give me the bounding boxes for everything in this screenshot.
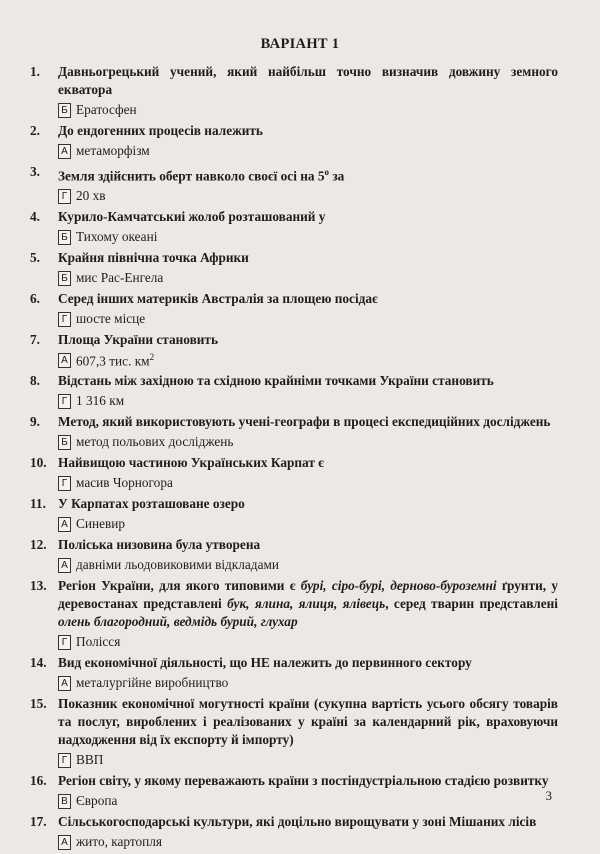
question-number: 14. bbox=[30, 655, 47, 671]
answer-text: давніми льодовиковими відкладами bbox=[76, 557, 279, 573]
question-number: 12. bbox=[30, 537, 47, 553]
answer-letter-box: Б bbox=[58, 230, 71, 245]
question-list bbox=[30, 63, 558, 854]
question-number: 15. bbox=[30, 696, 47, 712]
answer-row bbox=[58, 350, 558, 370]
answer-row bbox=[58, 227, 558, 247]
question-text-italic: бурі, сіро-бурі, дерново-буроземні bbox=[300, 578, 497, 594]
question-text: Вид економічної діяльності, що НЕ належить до первинного сектору bbox=[58, 655, 472, 671]
answer-letter-box: А bbox=[58, 144, 71, 159]
question-number: 4. bbox=[30, 209, 40, 225]
question-text: Регіон світу, у якому переважають країни з постіндустріальною стадією розвитку bbox=[58, 773, 549, 789]
question-number: 5. bbox=[30, 250, 40, 266]
answer-text: жито, картопля bbox=[76, 834, 163, 850]
question-6 bbox=[30, 290, 558, 329]
answer-text-part: 607,3 тис. км bbox=[76, 353, 150, 369]
question-text: Крайня північна точка Африки bbox=[58, 250, 249, 266]
answer-text: 1 316 км bbox=[76, 393, 125, 409]
question-1 bbox=[30, 63, 558, 120]
question-8 bbox=[30, 372, 558, 411]
answer-text: Ератосфен bbox=[76, 102, 137, 117]
answer-row bbox=[58, 309, 558, 329]
question-text: Показник економічної могутності країни (сукупна вартість усього обсягу товарів та послуг, вироблених і реалізованих у країні за календарний рік, враховуючи надходження від їх експорту й імпорту) bbox=[58, 696, 558, 748]
question-text: Метод, який використовують учені-географи в процесі експедиційних досліджень bbox=[58, 414, 551, 430]
question-13 bbox=[30, 577, 558, 652]
question-text bbox=[58, 163, 558, 185]
answer-letter-box: А bbox=[58, 558, 71, 573]
question-text: Курило-Камчатськиі жолоб розташований у bbox=[58, 209, 326, 225]
answer-row bbox=[58, 750, 558, 770]
answer-text: Європа bbox=[76, 793, 118, 809]
question-number: 17. bbox=[30, 814, 47, 830]
answer-text: метод польових досліджень bbox=[76, 434, 234, 450]
question-text bbox=[58, 577, 558, 631]
question-text-italic: бук, ялина, ялиця, ялівець bbox=[227, 596, 386, 612]
answer-text: Полісся bbox=[76, 634, 121, 650]
answer-letter-box: Б bbox=[58, 103, 71, 118]
answer-row bbox=[58, 186, 558, 206]
question-number: 9. bbox=[30, 414, 40, 430]
question-text: Сільськогосподарські культури, які доцільно вирощувати у зоні Мішаних лісів bbox=[58, 814, 537, 830]
question-15 bbox=[30, 695, 558, 770]
question-number: 2. bbox=[30, 123, 40, 138]
answer-row bbox=[58, 555, 558, 575]
question-11 bbox=[30, 495, 558, 534]
question-number: 10. bbox=[30, 455, 47, 471]
answer-letter-box: А bbox=[58, 676, 71, 691]
answer-letter-box: Г bbox=[58, 635, 71, 650]
question-12 bbox=[30, 536, 558, 575]
question-text-part: Земля здійснить оберт навколо своєї осі на 5 bbox=[58, 168, 325, 184]
answer-row bbox=[58, 514, 558, 534]
page-title: ВАРІАНТ 1 bbox=[260, 36, 340, 52]
answer-row bbox=[58, 391, 558, 411]
question-text: У Карпатах розташоване озеро bbox=[58, 496, 245, 512]
answer-text: металургійне виробництво bbox=[76, 675, 229, 691]
question-number: 6. bbox=[30, 291, 40, 307]
question-number: 7. bbox=[30, 332, 40, 348]
question-number: 16. bbox=[30, 773, 47, 789]
question-text: До ендогенних процесів належить bbox=[58, 123, 263, 138]
question-7 bbox=[30, 331, 558, 370]
question-5 bbox=[30, 249, 558, 288]
answer-row bbox=[58, 100, 558, 120]
question-text-part: за bbox=[329, 168, 345, 184]
question-text-part: Регіон України, для якого типовими є bbox=[58, 578, 301, 594]
answer-row bbox=[58, 832, 558, 852]
answer-row bbox=[58, 632, 558, 652]
answer-row bbox=[58, 268, 558, 288]
answer-row bbox=[58, 791, 558, 811]
answer-letter-box: Г bbox=[58, 753, 71, 768]
question-2 bbox=[30, 122, 558, 161]
question-10 bbox=[30, 454, 558, 493]
answer-letter-box: А bbox=[58, 517, 71, 532]
question-text-italic: олень благородний, ведмідь бурий, глухар bbox=[58, 614, 298, 630]
question-number: 1. bbox=[30, 64, 40, 79]
answer-text: 20 хв bbox=[76, 188, 106, 204]
answer-text: шосте місце bbox=[76, 311, 146, 327]
page-number: 3 bbox=[545, 788, 552, 803]
answer-row bbox=[58, 673, 558, 693]
degree-superscript: o bbox=[324, 167, 329, 177]
question-text: Давньогрецький учений, який найбільш точно визначив довжину земного екватора bbox=[58, 64, 558, 97]
question-17 bbox=[30, 813, 558, 852]
answer-text: Синевир bbox=[76, 516, 126, 532]
question-text-part: ґрунти, у деревостанах представлені bbox=[58, 578, 558, 612]
question-9 bbox=[30, 413, 558, 452]
answer-text: мис Рас-Енгела bbox=[76, 270, 164, 286]
answer-text: метаморфізм bbox=[76, 143, 150, 158]
question-4 bbox=[30, 208, 558, 247]
question-16 bbox=[30, 772, 558, 811]
question-14 bbox=[30, 654, 558, 693]
answer-letter-box: А bbox=[58, 353, 71, 368]
answer-letter-box: Г bbox=[58, 394, 71, 409]
question-number: 13. bbox=[30, 578, 47, 594]
answer-text: Тихому океані bbox=[76, 229, 158, 245]
question-text: Найвищою частиною Українських Карпат є bbox=[58, 455, 324, 471]
answer-letter-box: Г bbox=[58, 189, 71, 204]
squared-superscript: 2 bbox=[149, 351, 155, 362]
answer-row bbox=[58, 141, 558, 161]
question-number: 8. bbox=[30, 373, 40, 389]
answer-letter-box: Г bbox=[58, 312, 71, 327]
question-number: 11. bbox=[30, 496, 46, 512]
answer-row bbox=[58, 432, 558, 452]
question-text: Поліська низовина була утворена bbox=[58, 537, 261, 553]
answer-letter-box: В bbox=[58, 794, 71, 809]
answer-row bbox=[58, 473, 558, 493]
question-text: Відстань між західною та східною крайніми точками України становить bbox=[58, 373, 494, 389]
answer-letter-box: Г bbox=[58, 476, 71, 491]
question-3 bbox=[30, 163, 558, 206]
answer-text: масив Чорногора bbox=[76, 475, 173, 491]
answer-text: ВВП bbox=[76, 752, 104, 768]
answer-letter-box: Б bbox=[58, 435, 71, 450]
answer-letter-box: Б bbox=[58, 271, 71, 286]
answer-text bbox=[76, 352, 154, 369]
answer-letter-box: А bbox=[58, 835, 71, 850]
question-text-part: , серед тварин представлені bbox=[385, 596, 558, 612]
question-text: Площа України становить bbox=[58, 332, 218, 348]
question-number: 3. bbox=[30, 164, 40, 179]
question-text: Серед інших материків Австралія за площею посідає bbox=[58, 291, 378, 307]
